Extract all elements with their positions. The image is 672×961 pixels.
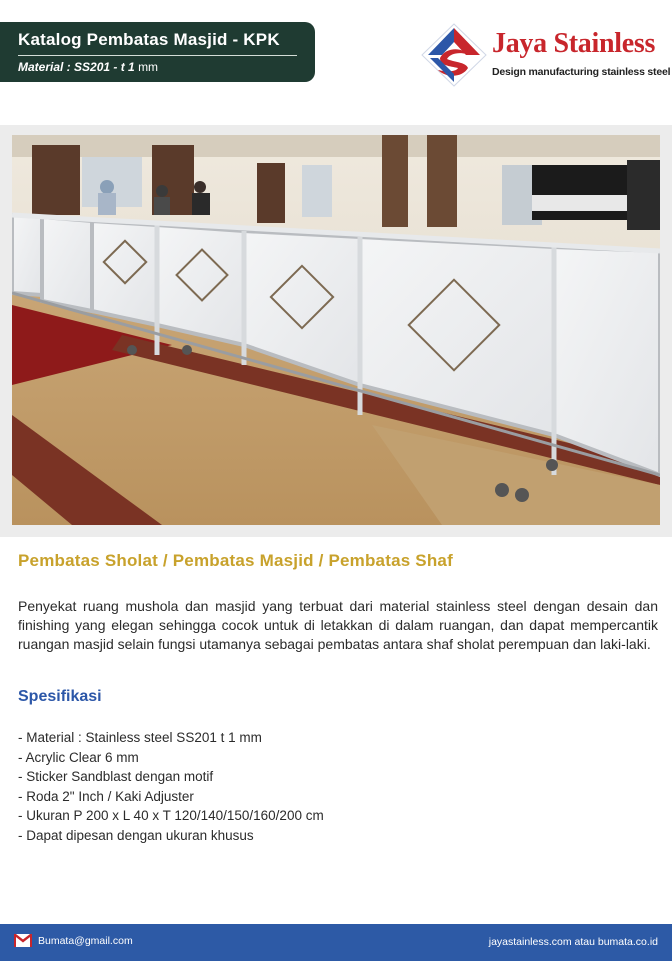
footer-email-block <box>14 934 133 947</box>
catalog-title-box <box>0 22 315 82</box>
product-photo <box>12 135 660 525</box>
material-label: Material : SS201 - t 1 <box>18 60 135 74</box>
product-headline: Pembatas Sholat / Pembatas Masjid / Pembatas Shaf <box>18 551 453 570</box>
jaya-stainless-logo-icon <box>420 22 488 88</box>
footer-bar <box>0 924 672 961</box>
company-logo <box>420 22 671 88</box>
catalog-title: Katalog Pembatas Masjid - KPK <box>18 30 280 49</box>
spec-item: - Acrylic Clear 6 mm <box>18 749 139 765</box>
spec-list <box>18 728 324 845</box>
footer-email[interactable]: Bumata@gmail.com <box>38 934 133 947</box>
spec-item: - Dapat dipesan dengan ukuran khusus <box>18 827 254 843</box>
spec-item: - Sticker Sandblast dengan motif <box>18 769 214 784</box>
footer-websites[interactable]: jayastainless.com atau bumata.co.id <box>488 936 658 948</box>
mail-icon <box>14 934 32 947</box>
product-description: Penyekat ruang mushola dan masjid yang terbuat dari material stainless steel dengan desain dan finishing yang elegan sehingga cocok untuk di letakkan di dalam ruangan, dan dapat mempercantik ruangan masjid selain fungsi utamanya sebagai pembatas antara shaf sholat perempuan dan laki-laki. <box>18 598 658 652</box>
material-subtitle <box>18 60 297 74</box>
brand-tagline: Design manufacturing stainless steel <box>492 66 671 78</box>
spec-item: - Ukuran P 200 x L 40 x T 120/140/150/160/200 cm <box>18 808 324 823</box>
spec-heading: Spesifikasi <box>18 688 102 705</box>
spec-item: - Material : Stainless steel SS201 t 1 mm <box>18 730 262 745</box>
spec-item: - Roda 2" Inch / Kaki Adjuster <box>18 788 194 804</box>
material-unit: mm <box>138 60 159 74</box>
title-divider <box>18 55 297 56</box>
brand-name: Jaya Stainless <box>492 28 656 59</box>
